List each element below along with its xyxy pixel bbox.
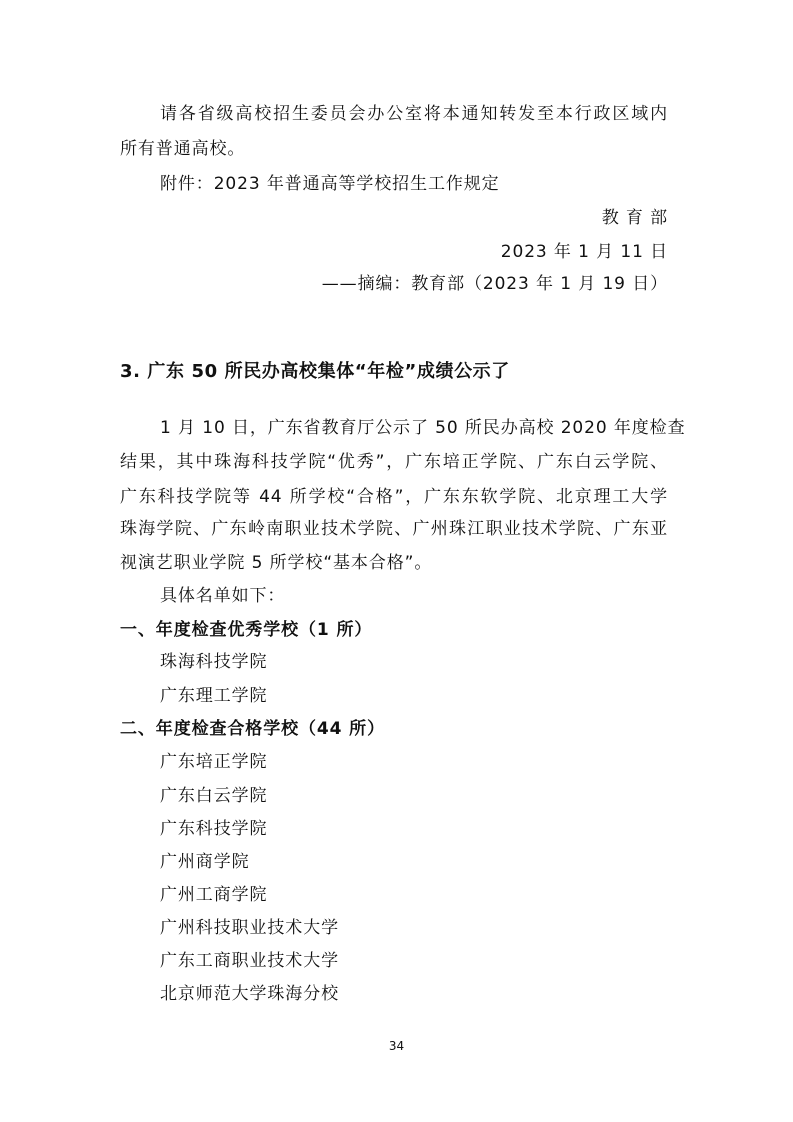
school-item: 广东科技学院: [160, 819, 268, 839]
school-item: 珠海科技学院: [160, 652, 268, 672]
attachment-line: 附件：2023 年普通高等学校招生工作规定: [160, 174, 500, 194]
page-number: 34: [388, 1039, 405, 1053]
date-line: 2023 年 1 月 11 日: [500, 242, 668, 262]
article-body-line-3: 广东科技学院等 44 所学校“合格”，广东东软学院、北京理工大学: [120, 487, 668, 507]
article-title: 3. 广东 50 所民办高校集体“年检”成绩公示了: [120, 361, 510, 382]
school-item: 广东理工学院: [160, 686, 268, 706]
school-item: 广州商学院: [160, 852, 250, 872]
article-body-line-1: 1 月 10 日，广东省教育厅公示了 50 所民办高校 2020 年度检查: [160, 418, 686, 438]
school-item: 广东工商职业技术大学: [160, 951, 339, 971]
notice-body-line-1: 请各省级高校招生委员会办公室将本通知转发至本行政区域内: [160, 104, 668, 124]
school-item: 广东白云学院: [160, 786, 268, 806]
list-intro: 具体名单如下：: [160, 586, 286, 606]
school-item: 广东培正学院: [160, 752, 268, 772]
notice-body-line-2: 所有普通高校。: [120, 139, 246, 159]
source-line: ——摘编：教育部（2023 年 1 月 19 日）: [321, 274, 668, 294]
section-heading-excellent: 一、年度检查优秀学校（1 所）: [120, 620, 373, 640]
article-body-line-2: 结果，其中珠海科技学院“优秀”，广东培正学院、广东白云学院、: [120, 452, 668, 472]
signature-line: 教 育 部: [601, 208, 668, 228]
school-item: 广州科技职业技术大学: [160, 918, 339, 938]
article-body-line-4: 珠海学院、广东岭南职业技术学院、广州珠江职业技术学院、广东亚: [120, 519, 668, 539]
school-item: 北京师范大学珠海分校: [160, 984, 339, 1004]
section-heading-qualified: 二、年度检查合格学校（44 所）: [120, 719, 385, 739]
school-item: 广州工商学院: [160, 885, 268, 905]
article-body-line-5: 视演艺职业学院 5 所学校“基本合格”。: [120, 553, 433, 573]
